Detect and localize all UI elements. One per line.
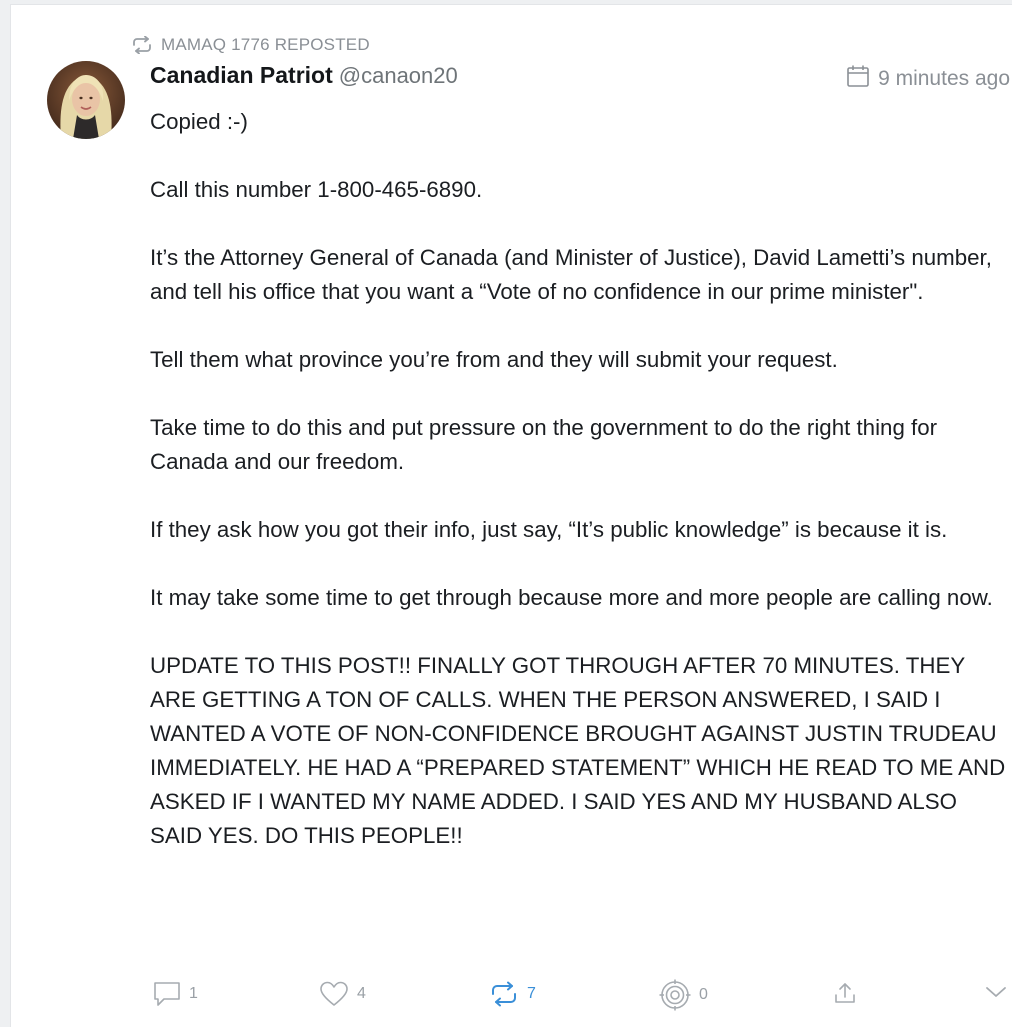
author-name[interactable]: Canadian Patriot [150, 62, 333, 88]
avatar[interactable] [47, 61, 125, 139]
author-handle[interactable]: @canaon20 [338, 63, 458, 88]
share-icon [833, 981, 857, 1005]
heart-icon [319, 981, 349, 1007]
repost-icon [489, 981, 519, 1007]
comment-icon [153, 981, 181, 1007]
repost-indicator[interactable] [131, 35, 370, 55]
post-header [150, 62, 1010, 92]
repost-button[interactable] [489, 981, 536, 1007]
post-card [10, 4, 1012, 1027]
repost-label: MAMAQ 1776 REPOSTED [161, 35, 370, 54]
repost-icon [131, 36, 153, 54]
post-paragraph: If they ask how you got their info, just say, “It’s public knowledge” is because it is. [150, 517, 948, 542]
post-paragraph: Copied :-) [150, 109, 248, 134]
post-paragraph: UPDATE TO THIS POST!! FINALLY GOT THROUGH AFTER 70 MINUTES. THEY ARE GETTING A TON OF CALLS. WHEN THE PERSON ANSWERED, I SAID I WANTED A VOTE OF NON-CONFIDENCE BROUGHT AGAINST JUSTIN TRUDEAU IMMEDIATELY. HE HAD A “PREPARED STATEMENT” WHICH HE READ TO ME AND ASKED IF I WANTED MY NAME ADDED. I SAID YES AND MY HUSBAND ALSO SAID YES. DO THIS PEOPLE!! [150, 653, 1006, 848]
more-button[interactable] [985, 985, 1007, 999]
post-paragraph: It may take some time to get through because more and more people are calling now. [150, 585, 993, 610]
post-body [150, 105, 1012, 853]
reply-count: 1 [189, 985, 198, 1002]
post-paragraph: It’s the Attorney General of Canada (and Minister of Justice), David Lametti’s number, and tell his office that you want a “Vote of no confidence in our prime minister". [150, 245, 992, 304]
like-button[interactable] [319, 981, 366, 1007]
like-count: 4 [357, 985, 366, 1002]
post-paragraph: Tell them what province you’re from and they will submit your request. [150, 347, 838, 372]
post-paragraph: Call this number 1-800-465-6890. [150, 177, 483, 202]
post-paragraph: Take time to do this and put pressure on the government to do the right thing for Canada and our freedom. [150, 415, 938, 474]
calendar-icon [846, 64, 870, 94]
post-timestamp[interactable] [846, 64, 1010, 94]
timestamp-text: 9 minutes ago [878, 67, 1010, 90]
target-coin-icon [659, 979, 691, 1011]
repost-count: 7 [527, 985, 536, 1002]
tip-button[interactable] [659, 979, 708, 1011]
reply-button[interactable] [153, 981, 198, 1007]
tip-count: 0 [699, 986, 708, 1003]
chevron-down-icon [985, 985, 1007, 999]
post-actions [149, 977, 1011, 1013]
share-button[interactable] [833, 981, 857, 1005]
